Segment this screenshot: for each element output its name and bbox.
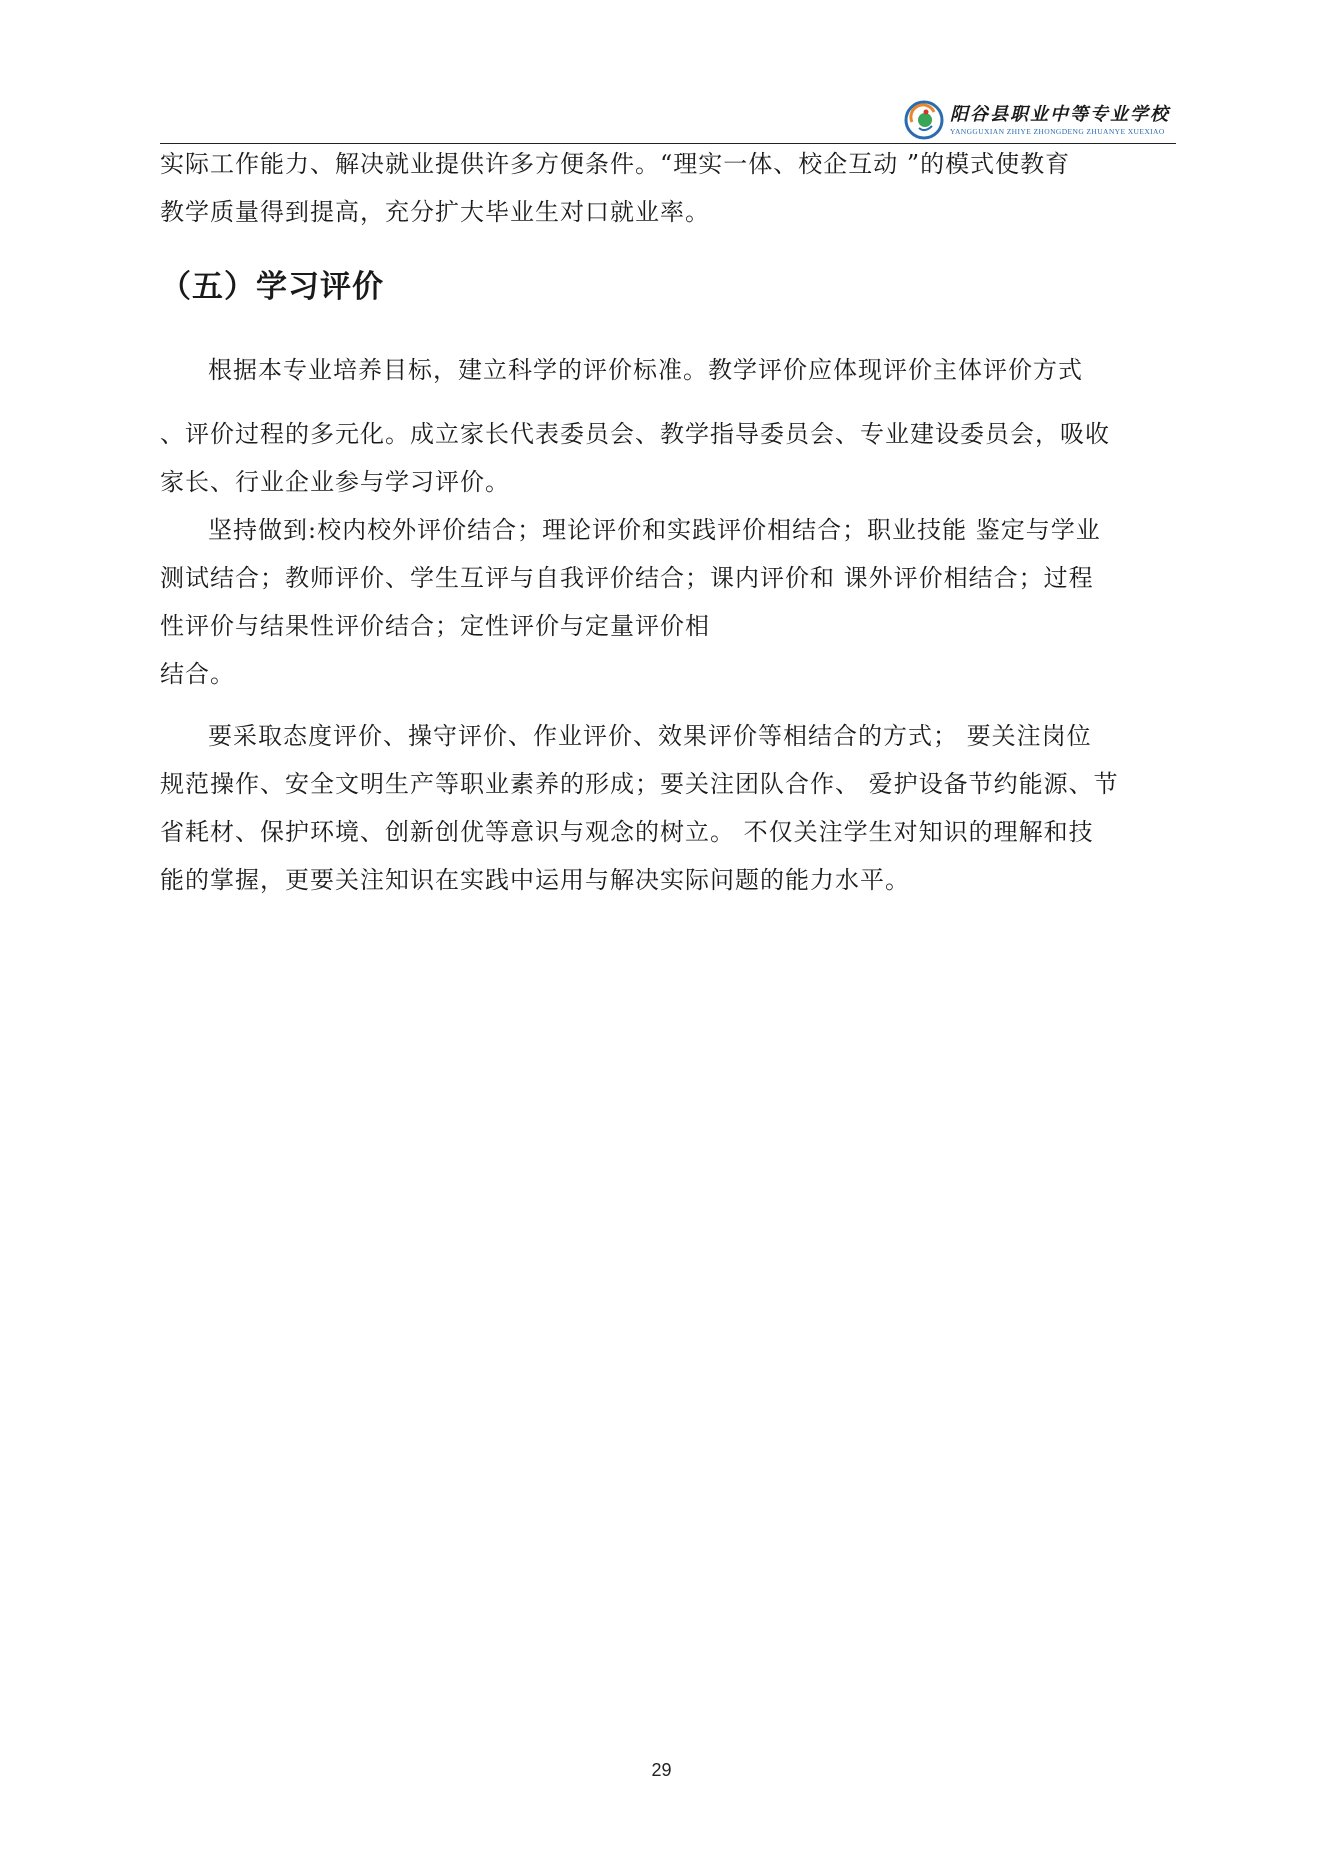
document-body (160, 140, 1176, 904)
text-line: 能的掌握，更要关注知识在实践中运用与解决实际问题的能力水平。 (160, 866, 910, 894)
school-logo (904, 100, 1170, 140)
text-line: 、评价过程的多元化。成立家长代表委员会、教学指导委员会、专业建设委员会，吸收 (160, 420, 1110, 448)
paragraph-evaluation-principles (160, 506, 1176, 698)
logo-text (950, 104, 1170, 137)
text-line: 规范操作、安全文明生产等职业素养的形成；要关注团队合作、 爱护设备节约能源、节 (160, 770, 1119, 798)
text-line: 教学质量得到提高，充分扩大毕业生对口就业率。 (160, 198, 710, 226)
text-line: 要采取态度评价、操守评价、作业评价、效果评价等相结合的方式； 要关注岗位 (208, 722, 1092, 750)
section-heading: （五）学习评价 (160, 269, 384, 305)
text-line: 坚持做到:校内校外评价结合；理论评价和实践评价相结合；职业技能 鉴定与学业 (208, 516, 1101, 544)
paragraph-evaluation-methods (160, 712, 1176, 904)
text-line: 根据本专业培养目标，建立科学的评价标准。教学评价应体现评价主体评价方式 (208, 356, 1083, 384)
page-header (160, 96, 1176, 144)
text-line: 结合。 (160, 660, 235, 688)
continued-paragraph (160, 140, 1176, 236)
school-name-cn: 阳谷县职业中等专业学校 (950, 103, 1170, 125)
text-line: 测试结合；教师评价、学生互评与自我评价结合；课内评价和 课外评价相结合；过程 (160, 564, 1094, 592)
paragraph-evaluation-standards (160, 346, 1176, 506)
text-line: 家长、行业企业参与学习评价。 (160, 468, 510, 496)
text-line: 省耗材、保护环境、创新创优等意识与观念的树立。 不仅关注学生对知识的理解和技 (160, 818, 1094, 846)
text-line: 性评价与结果性评价结合；定性评价与定量评价相 (160, 612, 710, 640)
school-emblem-icon (904, 100, 944, 140)
text-line: 实际工作能力、解决就业提供许多方便条件。“理实一体、校企互动 ”的模式使教育 (160, 150, 1071, 178)
page-number: 29 (651, 1760, 672, 1780)
school-name-en: YANGGUXIAN ZHIYE ZHONGDENG ZHUANYE XUEXIAO (950, 126, 1165, 136)
